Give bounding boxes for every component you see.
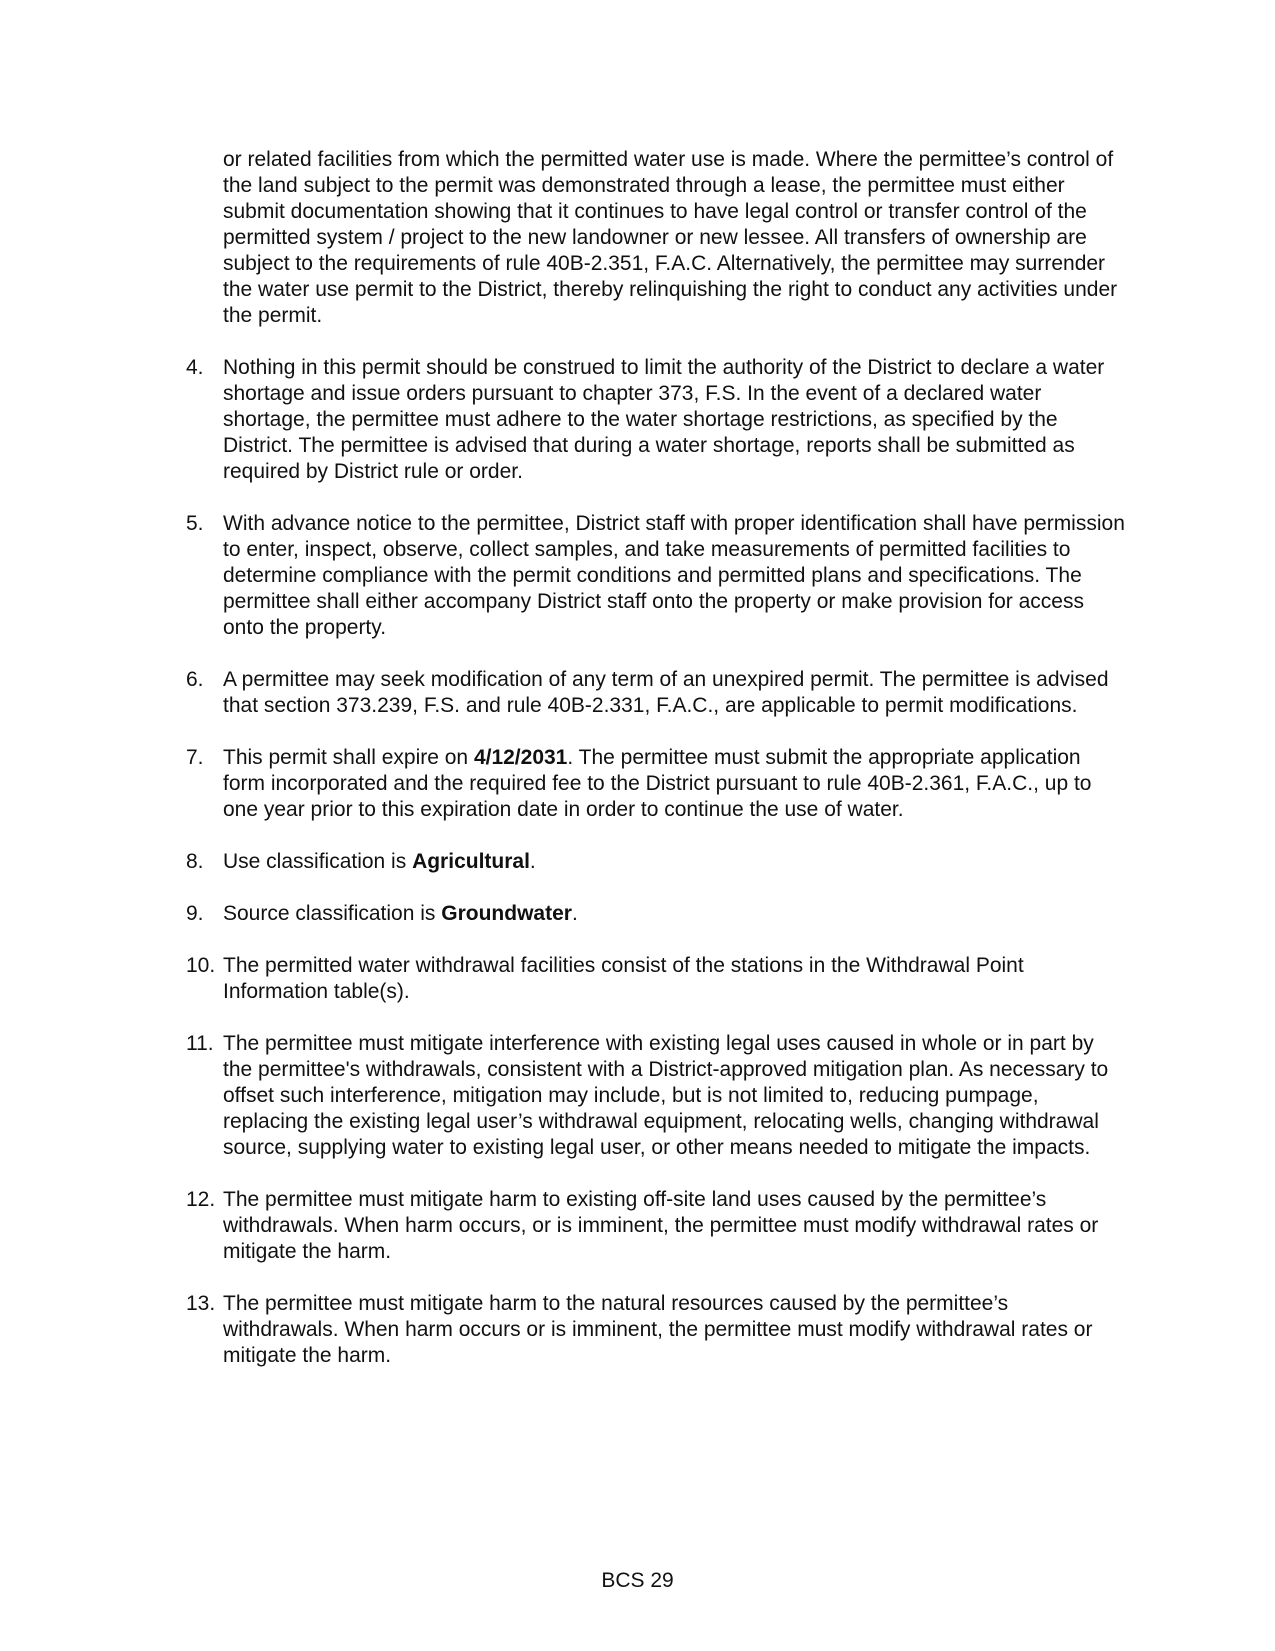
- condition-number: 4.: [186, 356, 204, 379]
- condition-text: The permittee must mitigate harm to existing off-site land uses caused by the permittee’s withdrawals. When harm occurs, or is imminent, the permittee must modify withdrawal rates or mitigate the harm.: [223, 1188, 1099, 1263]
- condition-text: [223, 901, 1126, 927]
- condition-11: [186, 1031, 1126, 1161]
- condition-4: [186, 355, 1126, 485]
- condition-text-rest: .: [529, 850, 536, 873]
- condition-text-rest: . The permittee must submit the appropriate application form incorporated and the required fee to the District pursuant to rule 40B-2.361, F.A.C., up to one year prior to this expiration date in order to continue the use of water.: [223, 746, 1092, 821]
- use-classification: Agricultural: [412, 850, 530, 873]
- condition-number: 5.: [186, 512, 204, 535]
- condition-text: The permitted water withdrawal facilities consist of the stations in the Withdrawal Point Information table(s).: [223, 954, 1024, 1003]
- condition-text-rest: .: [571, 902, 578, 925]
- condition-6: [186, 667, 1126, 719]
- condition-text: [223, 745, 1126, 823]
- condition-9: [186, 901, 1126, 927]
- permit-conditions: [186, 147, 1126, 1395]
- condition-13: [186, 1291, 1126, 1369]
- condition-number: 9.: [186, 902, 204, 925]
- condition-text: [223, 849, 1126, 875]
- condition-text: Nothing in this permit should be construed to limit the authority of the District to declare a water shortage and issue orders pursuant to chapter 373, F.S. In the event of a declared water shortage, the permittee must adhere to the water shortage restrictions, as specified by the District. The permittee is advised that during a water shortage, reports shall be submitted as required by District rule or order.: [223, 356, 1105, 483]
- condition-text: The permittee must mitigate harm to the natural resources caused by the permittee’s withdrawals. When harm occurs or is imminent, the permittee must modify withdrawal rates or mitigate the harm.: [223, 1292, 1093, 1367]
- condition-number: 10.: [186, 954, 216, 977]
- source-classification: Groundwater: [441, 902, 572, 925]
- condition-5: [186, 511, 1126, 641]
- condition-number: 7.: [186, 746, 204, 769]
- condition-text-lead: This permit shall expire on: [223, 746, 474, 769]
- condition-number: 11.: [186, 1032, 214, 1055]
- continuation-paragraph: or related facilities from which the permitted water use is made. Where the permittee’s control of the land subject to the permit was demonstrated through a lease, the permittee must either submit documentation showing that it continues to have legal control or transfer control of the permitted system / project to the new landowner or new lessee. All transfers of ownership are subject to the requirements of rule 40B-2.351, F.A.C. Alternatively, the permittee may surrender the water use permit to the District, thereby relinquishing the right to conduct any activities under the permit.: [223, 148, 1118, 327]
- condition-number: 8.: [186, 850, 204, 873]
- condition-number: 12.: [186, 1188, 216, 1211]
- condition-text-lead: Use classification is: [223, 850, 413, 873]
- condition-text: With advance notice to the permittee, District staff with proper identification shall have permission to enter, inspect, observe, collect samples, and take measurements of permitted facilities to determine compliance with the permit conditions and permitted plans and specifications. The permittee shall either accompany District staff onto the property or make provision for access onto the property.: [223, 512, 1125, 639]
- condition-number: 6.: [186, 668, 204, 691]
- condition-7: [186, 745, 1126, 823]
- condition-number: 13.: [186, 1292, 216, 1315]
- condition-8: [186, 849, 1126, 875]
- condition-text: The permittee must mitigate interference with existing legal uses caused in whole or in part by the permittee's withdrawals, consistent with a District-approved mitigation plan. As necessary to offset such interference, mitigation may include, but is not limited to, reducing pumpage, replacing the existing legal user’s withdrawal equipment, relocating wells, changing withdrawal source, supplying water to existing legal user, or other means needed to mitigate the impacts.: [223, 1032, 1109, 1159]
- page-footer: BCS 29: [601, 1569, 674, 1592]
- condition-text-lead: Source classification is: [223, 902, 442, 925]
- condition-text: A permittee may seek modification of any term of an unexpired permit. The permittee is advised that section 373.239, F.S. and rule 40B-2.331, F.A.C., are applicable to permit modifications.: [223, 668, 1109, 717]
- condition-12: [186, 1187, 1126, 1265]
- condition-10: [186, 953, 1126, 1005]
- expiration-date: 4/12/2031: [473, 746, 568, 769]
